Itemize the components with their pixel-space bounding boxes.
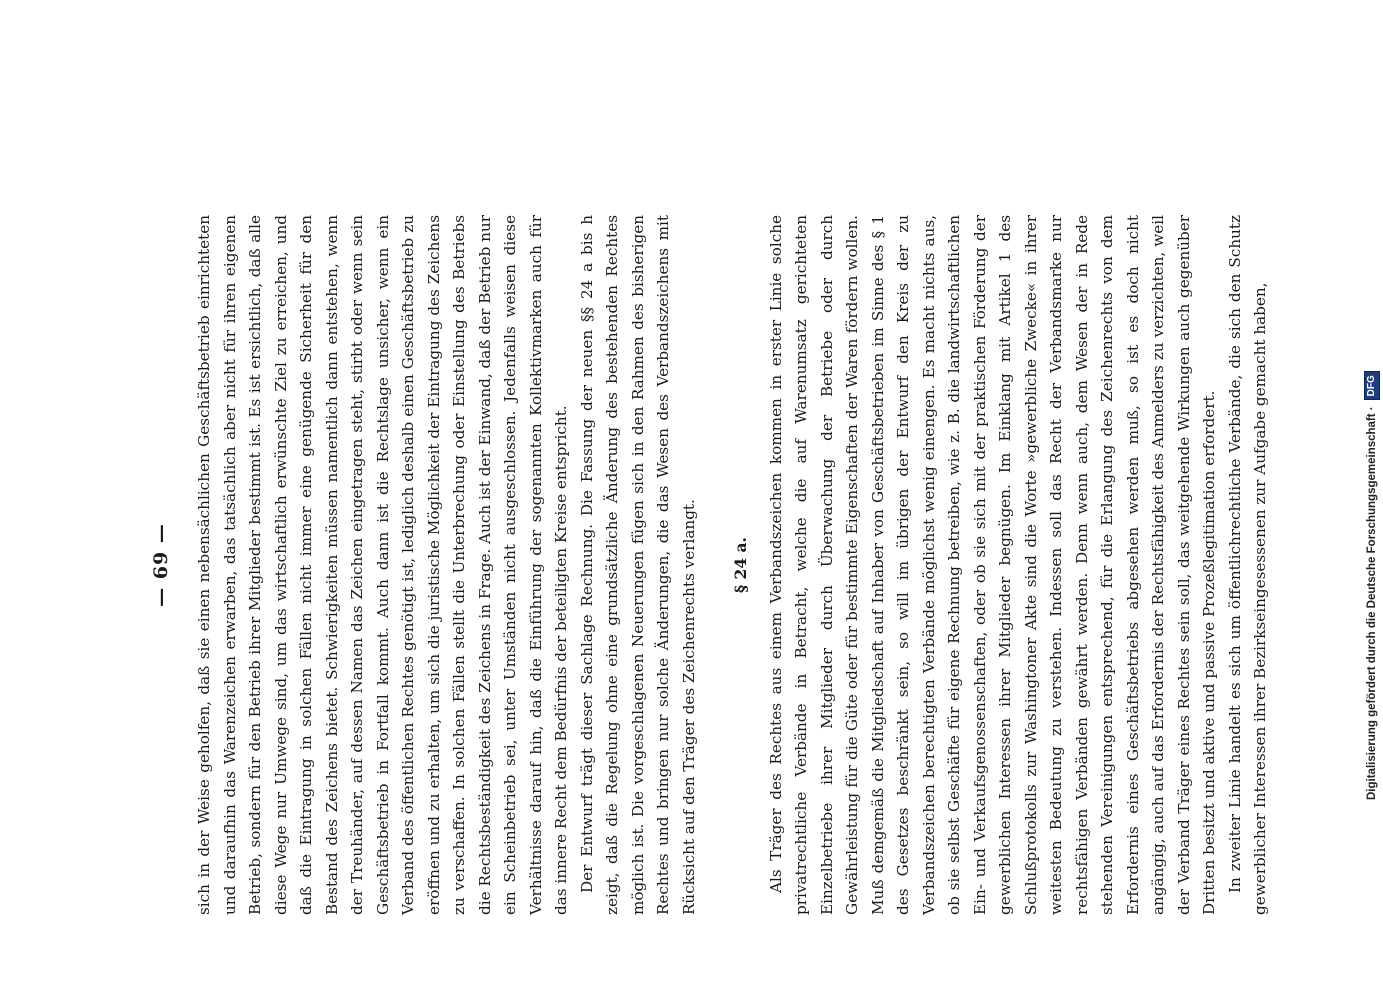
paragraph: Der Entwurf trägt dieser Sachlage Rechnung. Die Fassung der neuen §§ 24 a bis h zeigt, daß die Regelung ohne eine grundsätzliche Änderung des bestehenden Rechtes möglich ist. Die vorgeschlagenen Neuerungen fügen sich in den Rahmen des bisherigen Rechtes und bringen nur solche Änderungen, die das Wesen des Verbandszeichens mit Rücksicht auf den Träger des Zeichenrechts verlangt. [577,215,698,915]
section-heading: § 24 a. [731,537,750,593]
digitization-credit [1363,10,1381,800]
credit-text: Digitalisierung gefördert durch die Deutsche Forschungsgemeinschaft · [1366,406,1378,800]
paragraph: Als Träger des Rechtes aus einem Verbandszeichen kommen in erster Linie solche privatrechtliche Verbände in Betracht, welche die auf Warenumsatz gerichteten Einzelbetriebe ihrer Mitglieder durch Überwachung der Betriebe oder durch Gewährleistung für die Güte oder für bestimmte Eigenschaften der Waren fördern wollen. Muß demgemäß die Mitgliedschaft auf Inhaber von Geschäftsbetrieben im Sinne des § 1 des Gesetzes beschränkt sein, so will im übrigen der Entwurf den Kreis der zu Verbandszeichen berechtigten Verbände möglichst wenig einengen. Es macht nichts aus, ob sie selbst Geschäfte für eigene Rechnung betreiben, wie z. B. die landwirtschaftlichen Ein- und Verkaufsgenossenschaften, oder ob sie sich mit der praktischen Förderung der gewerblichen Interessen ihrer Mitglieder begnügen. Im Einklang mit Artikel 1 des Schlußprotokolls zur Washingtoner Akte sind die Worte »gewerbliche Zwecke« in ihrer weitesten Bedeutung zu verstehen. Indessen soll das Recht der Verbandsmarke nur rechtsfähigen Verbänden gewährt werden. Denn wenn auch, dem Wesen der in Rede stehenden Vereinigungen entsprechend, für die Erlangung des Zeichenrechts von dem Erfordernis eines Geschäftsbetriebs abgesehen werden muß, so ist es doch nicht angängig, auch auf das Erfordernis der Rechtsfähigkeit des Anmelders zu verzichten, weil der Verband Träger eines Rechtes sein soll, das weitgehende Wirkungen auch gegenüber Dritten besitzt und aktive und passive Prozeßlegitimation erfordert. [766,215,1218,915]
body-text [192,215,1274,915]
paragraph: sich in der Weise geholfen, daß sie einen nebensächlichen Geschäftsbetrieb einrichteten und daraufhin das Warenzeichen erwarben, das tatsächlich aber nicht für ihren eigenen Betrieb, sondern für den Betrieb ihrer Mitglieder bestimmt ist. Es ist ersichtlich, daß alle diese Wege nur Umwege sind, um das wirtschaftlich erwünschte Ziel zu erreichen, und daß die Eintragung in solchen Fällen nicht immer eine genügende Sicherheit für den Bestand des Zeichens bietet. Schwierigkeiten müssen namentlich dann entstehen, wenn der Treuhänder, auf dessen Namen das Zeichen eingetragen steht, stirbt oder wenn sein Geschäftsbetrieb in Fortfall kommt. Auch dann ist die Rechtslage unsicher, wenn ein Verband des öffentlichen Rechtes genötigt ist, lediglich deshalb einen Geschäftsbetrieb zu eröffnen und zu erhalten, um sich die juristische Möglichkeit der Eintragung des Zeichens zu verschaffen. In solchen Fällen stellt die Unterbrechung oder Einstellung des Betriebs die Rechtsbeständigkeit des Zeichens in Frage. Auch ist der Einwand, daß der Betrieb nur ein Scheinbetrieb sei, unter Umständen nicht ausgeschlossen. Jedenfalls weisen diese Verhältnisse darauf hin, daß die Einführung der sogenannten Kollektivmarken auch für das innere Recht dem Bedürfnis der beteiligten Kreise entspricht. [195,215,570,915]
rotated-page-content [150,215,1300,915]
paragraph: In zweiter Linie handelt es sich um öffentlichrechtliche Verbände, die sich den Schutz gewerblicher Interessen ihrer Bezirkseingesessenen zur Aufgabe gemacht haben, [1225,215,1269,915]
spacer [702,215,716,915]
page-number: — 69 — [150,523,172,607]
dfg-logo-icon: DFG [1364,371,1380,400]
